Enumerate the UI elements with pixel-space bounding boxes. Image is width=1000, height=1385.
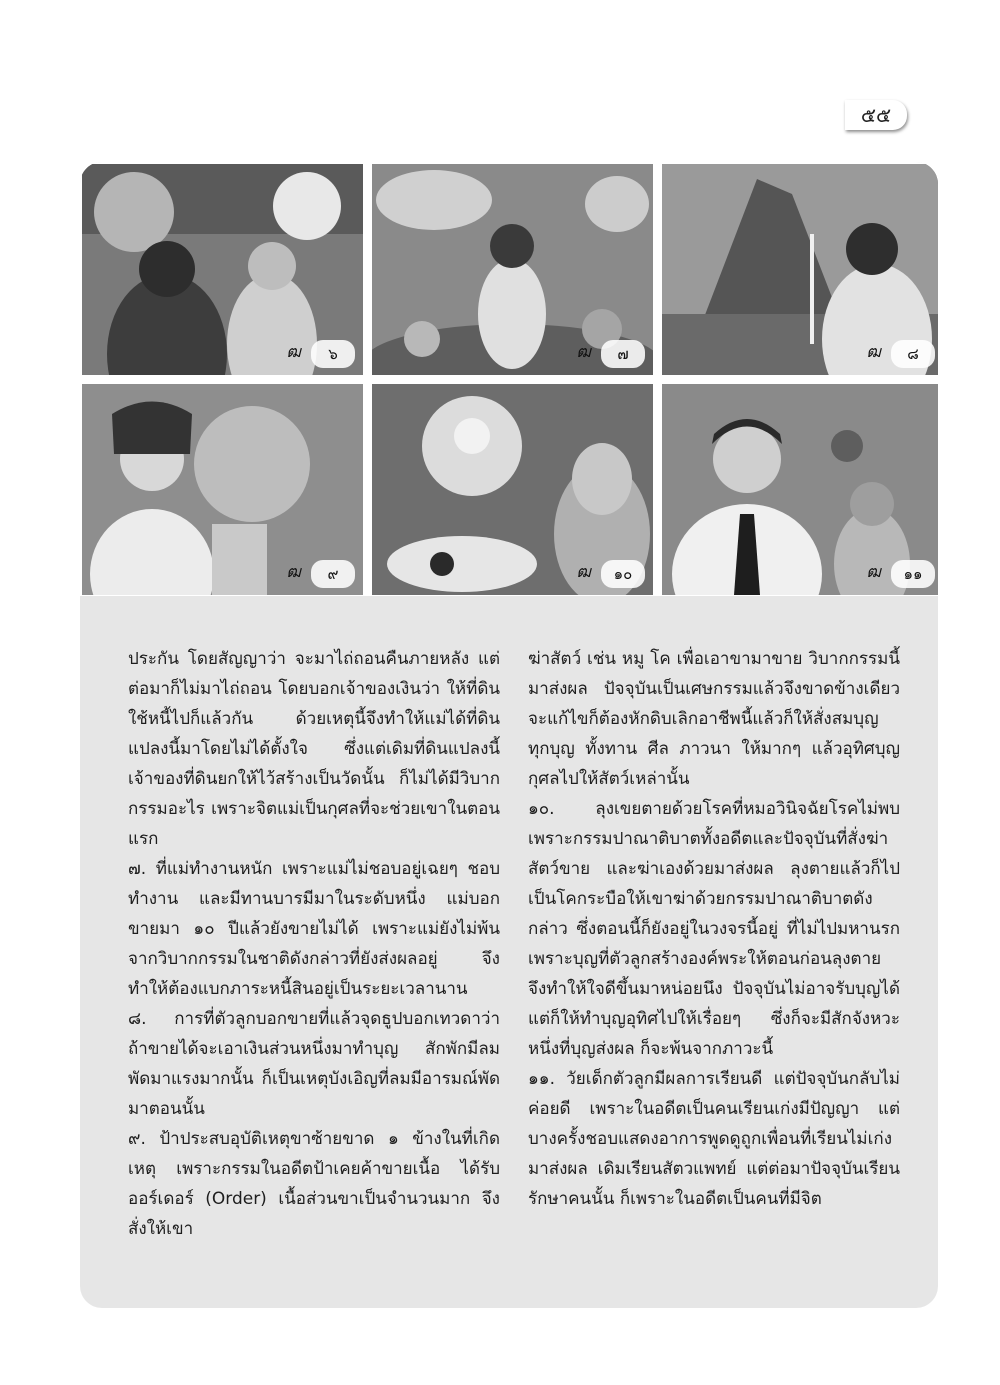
figure-8 bbox=[662, 164, 938, 375]
content-panel bbox=[80, 162, 938, 1308]
figure-number-badge: ๖ bbox=[311, 340, 355, 368]
illustration-gallery bbox=[80, 162, 938, 596]
artist-signature: ฒ bbox=[866, 562, 881, 581]
artist-signature: ฒ bbox=[286, 562, 301, 581]
paragraph: ๑๑. วัยเด็กตัวลูกมีผลการเรียนดี แต่ปัจจุบันกลับไม่ค่อยดี เพราะในอดีตเป็นคนเรียนเก่งมีปัญญา แต่บางครั้งชอบแสดงอาการพูดดูถูกเพื่อนที่เรียนไม่เก่งมาส่งผล เดิมเรียนสัตวแพทย์ แต่ต่อมาปัจจุบันเรียนรักษาคนนั้น ก็เพราะในอดีตเป็นคนที่มีจิต bbox=[528, 1069, 900, 1209]
paragraph: ๘. การที่ตัวลูกบอกขายที่แล้วจุดธูปบอกเทวดาว่า ถ้าขายได้จะเอาเงินส่วนหนึ่งมาทำบุญ สักพักมีลมพัดมาแรงมากนั้น ก็เป็นเหตุบังเอิญที่ลมมีอารมณ์พัดมาตอนนั้น bbox=[128, 1009, 500, 1119]
paragraph: ฆ่าสัตว์ เช่น หมู โค เพื่อเอาขามาขาย วิบากกรรมนี้มาส่งผล ปัจจุบันเป็นเศษกรรมแล้วจึงขาดข้างเดียว จะแก้ไขก็ต้องหักดิบเลิกอาชีพนี้แล้วก็ให้สั่งสมบุญทุกบุญ ทั้งทาน ศีล ภาวนา ให้มากๆ แล้วอุทิศบุญกุศลไปให้สัตว์เหล่านั้น bbox=[528, 649, 900, 789]
figure-11 bbox=[662, 384, 938, 595]
left-text-column bbox=[128, 644, 500, 1244]
figure-10 bbox=[372, 384, 653, 595]
artist-signature: ฒ bbox=[576, 562, 591, 581]
figure-6 bbox=[82, 164, 363, 375]
figure-number-badge: ๘ bbox=[891, 340, 935, 368]
artist-signature: ฒ bbox=[286, 342, 301, 361]
paragraph: ประกัน โดยสัญญาว่า จะมาไถ่ถอนคืนภายหลัง แต่ต่อมาก็ไม่มาไถ่ถอน โดยบอกเจ้าของเงินว่า ให้ที่ดินใช้หนี้ไปก็แล้วกัน ด้วยเหตุนี้จึงทำให้แม่ได้ที่ดินแปลงนี้มาโดยไม่ได้ตั้งใจ ซึ่งแต่เดิมที่ดินแปลงนี้เจ้าของที่ดินยกให้ไว้สร้างเป็นวัดนั้น ก็ไม่ได้มีวิบากกรรมอะไร เพราะจิตแม่เป็นกุศลที่จะช่วยเขาในตอนแรก bbox=[128, 649, 500, 849]
paragraph: ๑๐. ลุงเขยตายด้วยโรคที่หมอวินิจฉัยโรคไม่พบ เพราะกรรมปาณาติบาตทั้งอดีตและปัจจุบันที่สั่งฆ่าสัตว์ขาย และฆ่าเองด้วยมาส่งผล ลุงตายแล้วก็ไปเป็นโคกระบือให้เขาฆ่าด้วยกรรมปาณาติบาตดังกล่าว ซึ่งตอนนี้ก็ยังอยู่ในวงจรนี้อยู่ ที่ไม่ไปมหานรก เพราะบุญที่ตัวลูกสร้างองค์พระให้ตอนก่อนลุงตาย จึงทำให้ใจดีขึ้นมาหน่อยนึง ปัจจุบันไม่อาจรับบุญได้ แต่ก็ให้ทำบุญอุทิศไปให้เรื่อยๆ ซึ่งก็จะมีสักจังหวะหนึ่งที่บุญส่งผล ก็จะพ้นจากภาวะนี้ bbox=[528, 799, 900, 1059]
paragraph: ๗. ที่แม่ทำงานหนัก เพราะแม่ไม่ชอบอยู่เฉยๆ ชอบทำงาน และมีทานบารมีมาในระดับหนึ่ง แม่บอกขายมา ๑๐ ปีแล้วยังขายไม่ได้ เพราะแม่ยังไม่พ้นจากวิบากกรรมในชาติดังกล่าวที่ยังส่งผลอยู่ จึงทำให้ต้องแบกภาระหนี้สินอยู่เป็นระยะเวลานาน bbox=[128, 859, 500, 999]
figure-number-badge: ๙ bbox=[311, 560, 355, 588]
figure-7 bbox=[372, 164, 653, 375]
paragraph: ๙. ป้าประสบอุบัติเหตุขาซ้ายขาด ๑ ข้างในที่เกิดเหตุ เพราะกรรมในอดีตป้าเคยค้าขายเนื้อ ได้รับออร์เดอร์ (Order) เนื้อส่วนขาเป็นจำนวนมาก จึงสั่งให้เขา bbox=[128, 1129, 500, 1239]
right-text-column bbox=[528, 644, 900, 1214]
figure-9 bbox=[82, 384, 363, 595]
figure-number-badge: ๑๐ bbox=[601, 560, 645, 588]
artist-signature: ฒ bbox=[576, 342, 591, 361]
figure-number-badge: ๗ bbox=[601, 340, 645, 368]
artist-signature: ฒ bbox=[866, 342, 881, 361]
page-number: ๕๕ bbox=[845, 100, 907, 130]
figure-number-badge: ๑๑ bbox=[891, 560, 935, 588]
